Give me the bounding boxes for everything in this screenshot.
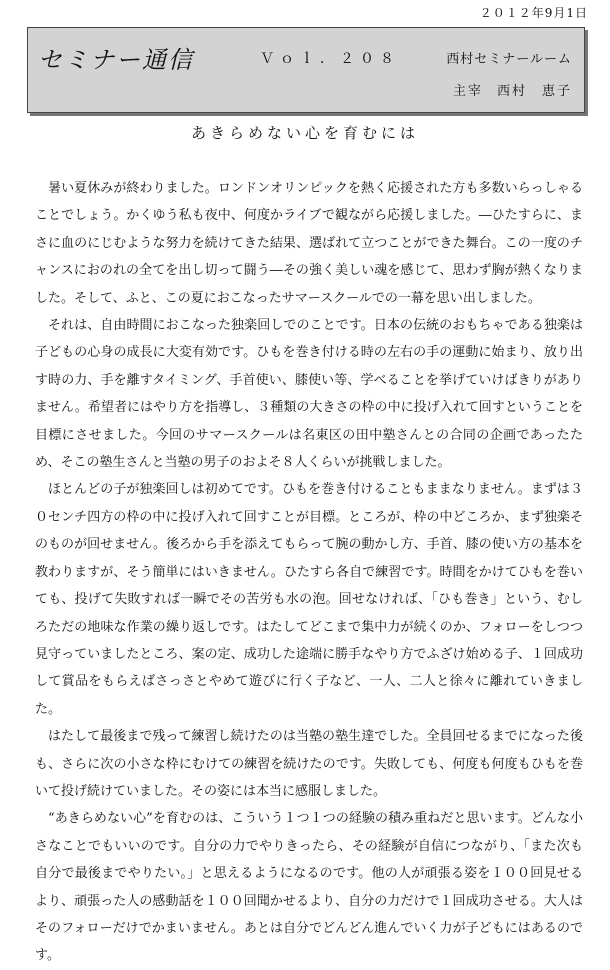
paragraph: ほとんどの子が独楽回しは初めてです。ひもを巻き付けることもままなりません。まずは３０センチ四方の枠の中に投げ入れて回すことが目標。ところが、枠の中どころか、まず独楽そのものが回せません。後ろから手を添えてもらって腕の動かし方、手首、膝の使い方の基本を教わりますが、そう簡単にはいきません。ひたすら各自で練習です。時間をかけてひもを巻いても、投げて失敗すれば一瞬でその苦労も水の泡。回せなければ、「ひも巻き」という、むしろただの地味な作業の繰り返しです。はたしてどこまで集中力が続くのか、フォローをしつつ見守っていましたところ、案の定、成功した途端に勝手なやり方でふざけ始める子、１回成功して賞品をもらえばさっさとやめて遊びに行く子など、一人、二人と徐々に離れていきました。 xyxy=(35,482,583,717)
paragraph: それは、自由時間におこなった独楽回しでのことです。日本の伝統のおもちゃである独楽は子どもの心身の成長に大変有効です。ひもを巻き付ける時の左右の手の運動に始まり、放り出す時の力、手を離すタイミング、手首使い、膝使い等、学べることを挙げていけばきりがありません。希望者にはやり方を指導し、３種類の大きさの枠の中に投げ入れて回すということを目標にさせました。今回のサマースクールは名東区の田中塾さんとの合同の企画であったため、そこの塾生さんと当塾の男子のおよそ８人くらいが挑戦しました。 xyxy=(35,318,583,471)
author-role: 主宰 xyxy=(452,84,483,99)
article-heading: あきらめない心を育むには xyxy=(190,124,419,142)
paragraph: はたして最後まで残って練習し続けたのは当塾の塾生達でした。全員回せるまでになった後も、さらに次の小さな枠にむけての練習を続けたのです。失敗しても、何度も何度もひもを巻いて投げ続けていました。その姿には本当に感服しました。 xyxy=(35,729,583,799)
issue-date: ２０１２年9月1日 xyxy=(479,6,588,20)
paragraph: “あきらめない心”を育むのは、こういう１つ１つの経験の積み重ねだと思います。どんな小さなことでもいいのです。自分の力でやりきったら、その経験が自信につながり、「また次も自分で最後までやりたい。」と思えるようになるのです。他の人が頑張る姿を１００回見せるより、頑張った人の感動話を１００回聞かせるより、自分の力だけで１回成功させる。大人はそのフォローだけでかまいません。あとは自分でどんどん進んでいく力が子どもにはあるのです。 xyxy=(35,811,583,964)
organization-name: 西村セミナールーム xyxy=(446,52,572,67)
newsletter-header xyxy=(27,27,585,113)
article-body xyxy=(35,175,583,970)
paragraph: 暑い夏休みが終わりました。ロンドンオリンピックを熱く応援された方も多数いらっしゃることでしょう。かくゆう私も夜中、何度かライブで観ながら応援しました。―ひたすらに、まさに血のにじむような努力を続けてきた結果、選ばれて立つことができた舞台。この一度のチャンスにおのれの全てを出し切って闘う―その強く美しい魂を感じて、思わず胸が熱くなりました。そして、ふと、この夏におこなったサマースクールでの一幕を思い出しました。 xyxy=(35,181,583,306)
newsletter-title: セミナー通信 xyxy=(38,46,194,74)
author-line xyxy=(439,80,572,99)
volume-number: Ｖｏｌ．２０８ xyxy=(260,51,400,67)
author-name: 西村 恵子 xyxy=(496,84,572,99)
